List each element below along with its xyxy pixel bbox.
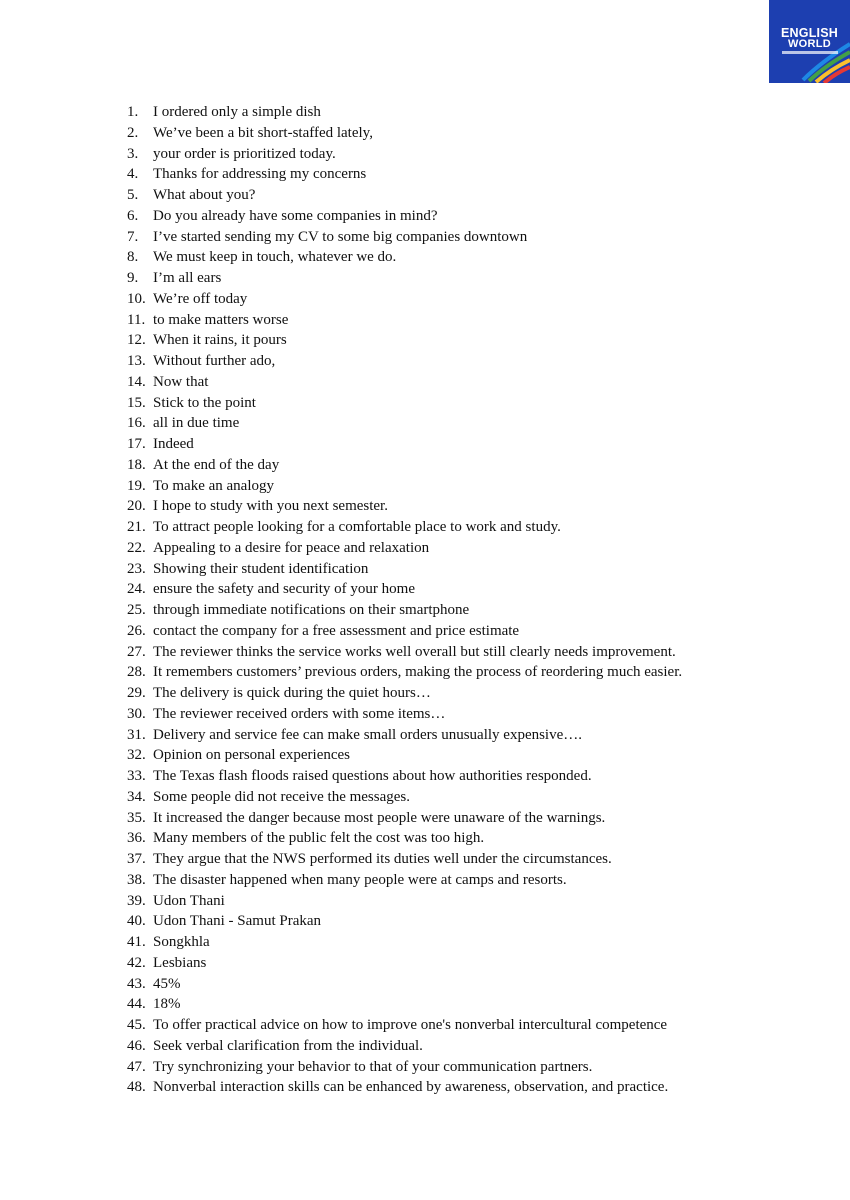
list-item [127, 102, 827, 123]
logo-text-line1: ENGLISH [781, 26, 838, 40]
list-item [127, 1015, 827, 1036]
list-item [127, 932, 827, 953]
item-text: The reviewer received orders with some items… [153, 705, 446, 722]
list-item [127, 579, 827, 600]
answer-list [127, 102, 827, 1098]
item-text: I hope to study with you next semester. [153, 498, 388, 515]
item-text: Udon Thani [153, 892, 225, 909]
item-number: 24. [127, 581, 146, 598]
item-text: I’m all ears [153, 270, 222, 286]
item-number: 1. [127, 104, 139, 120]
item-text: to make matters worse [153, 311, 289, 328]
list-item [127, 1077, 827, 1098]
item-number: 48. [127, 1079, 146, 1096]
item-number: 11. [127, 311, 146, 328]
item-text: through immediate notifications on their smartphone [153, 602, 470, 618]
item-number: 43. [127, 975, 146, 992]
item-number: 5. [127, 187, 139, 203]
list-item [127, 725, 827, 746]
list-item [127, 434, 827, 455]
list-item [127, 351, 827, 372]
item-number: 22. [127, 539, 146, 556]
english-world-logo [769, 0, 850, 83]
item-text: We’ve been a bit short-staffed lately, [153, 124, 373, 141]
list-item [127, 372, 827, 393]
item-text: We must keep in touch, whatever we do. [153, 249, 397, 266]
item-text: Appealing to a desire for peace and relaxation [153, 539, 430, 556]
list-item [127, 330, 827, 351]
item-text: Lesbians [153, 954, 207, 971]
list-item [127, 891, 827, 912]
list-item [127, 123, 827, 144]
item-number: 36. [127, 830, 146, 847]
list-item [127, 974, 827, 995]
item-number: 33. [127, 768, 146, 784]
item-text: We’re off today [153, 290, 248, 307]
list-item [127, 559, 827, 580]
item-number: 27. [127, 643, 146, 660]
item-text: all in due time [153, 415, 240, 432]
list-item [127, 683, 827, 704]
item-text: 18% [153, 996, 181, 1013]
list-item [127, 413, 827, 434]
item-number: 9. [127, 270, 139, 286]
list-item [127, 227, 827, 248]
item-number: 15. [127, 394, 146, 411]
item-text: The Texas flash floods raised questions about how authorities responded. [153, 768, 592, 784]
item-text: Showing their student identification [153, 560, 369, 577]
item-number: 18. [127, 456, 146, 473]
list-item [127, 538, 827, 559]
item-number: 14. [127, 373, 146, 390]
item-text: Udon Thani - Samut Prakan [153, 913, 322, 930]
list-item [127, 310, 827, 331]
item-number: 39. [127, 892, 146, 909]
item-number: 40. [127, 913, 146, 930]
item-text: contact the company for a free assessment and price estimate [153, 622, 520, 639]
list-item [127, 808, 827, 829]
list-item [127, 517, 827, 538]
item-number: 4. [127, 166, 139, 183]
item-text: Songkhla [153, 934, 210, 950]
list-item [127, 849, 827, 870]
list-item [127, 206, 827, 227]
item-number: 41. [127, 934, 146, 950]
list-item [127, 828, 827, 849]
item-text: To offer practical advice on how to improve one's nonverbal intercultural competence [153, 1017, 668, 1033]
item-number: 17. [127, 436, 146, 452]
list-item [127, 496, 827, 517]
list-item [127, 185, 827, 206]
list-item [127, 642, 827, 663]
item-text: Try synchronizing your behavior to that of your communication partners. [153, 1058, 593, 1075]
item-text: Without further ado, [153, 353, 276, 369]
item-text: Some people did not receive the messages. [153, 788, 411, 805]
list-item [127, 994, 827, 1015]
item-number: 25. [127, 602, 146, 618]
list-item [127, 745, 827, 766]
item-text: It remembers customers’ previous orders, making the process of reordering much easier. [153, 664, 683, 681]
list-item [127, 144, 827, 165]
item-number: 2. [127, 124, 139, 141]
item-text: Thanks for addressing my concerns [153, 166, 367, 183]
item-number: 19. [127, 477, 146, 494]
list-item [127, 455, 827, 476]
item-number: 38. [127, 871, 146, 888]
item-number: 31. [127, 726, 146, 743]
item-text: Stick to the point [153, 394, 256, 411]
item-text: Nonverbal interaction skills can be enhanced by awareness, observation, and practice. [153, 1079, 669, 1096]
item-number: 34. [127, 788, 146, 805]
list-item [127, 870, 827, 891]
item-text: The delivery is quick during the quiet hours… [153, 685, 431, 701]
list-item [127, 911, 827, 932]
item-number: 29. [127, 685, 146, 701]
logo-text-line2: WORLD [787, 38, 832, 50]
item-text: The disaster happened when many people were at camps and resorts. [153, 871, 567, 888]
item-text: What about you? [153, 187, 256, 203]
item-text: The reviewer thinks the service works well overall but still clearly needs improvement. [153, 643, 676, 660]
item-text: Now that [153, 373, 209, 390]
item-number: 32. [127, 747, 146, 764]
item-text: your order is prioritized today. [153, 145, 336, 162]
item-number: 37. [127, 851, 146, 867]
item-number: 12. [127, 332, 146, 349]
item-text: Many members of the public felt the cost was too high. [153, 830, 485, 847]
item-number: 7. [127, 228, 139, 245]
item-number: 23. [127, 560, 146, 577]
item-number: 45. [127, 1017, 146, 1033]
list-item [127, 476, 827, 497]
list-item [127, 289, 827, 310]
item-text: To make an analogy [153, 477, 274, 494]
item-text: Indeed [153, 436, 194, 452]
item-text: Opinion on personal experiences [153, 747, 351, 764]
list-item [127, 393, 827, 414]
item-number: 20. [127, 498, 146, 515]
list-item [127, 247, 827, 268]
item-number: 42. [127, 954, 146, 971]
list-item [127, 704, 827, 725]
list-item [127, 164, 827, 185]
item-number: 3. [127, 145, 139, 162]
item-text: They argue that the NWS performed its duties well under the circumstances. [153, 851, 612, 867]
item-text: I’ve started sending my CV to some big companies downtown [153, 228, 528, 245]
item-text: Delivery and service fee can make small orders unusually expensive…. [153, 726, 583, 743]
item-text: It increased the danger because most people were unaware of the warnings. [153, 809, 606, 826]
list-item [127, 1036, 827, 1057]
item-number: 30. [127, 705, 146, 722]
item-number: 44. [127, 996, 146, 1013]
item-text: To attract people looking for a comfortable place to work and study. [153, 519, 561, 535]
list-item [127, 268, 827, 289]
list-item [127, 1057, 827, 1078]
item-number: 28. [127, 664, 146, 681]
item-number: 6. [127, 207, 139, 224]
item-number: 21. [127, 519, 146, 535]
item-text: ensure the safety and security of your home [153, 581, 415, 598]
item-number: 46. [127, 1037, 146, 1054]
item-text: Seek verbal clarification from the individual. [153, 1037, 423, 1054]
item-number: 10. [127, 290, 146, 307]
item-number: 47. [127, 1058, 146, 1075]
item-text: When it rains, it pours [153, 332, 287, 349]
list-item [127, 953, 827, 974]
item-text: Do you already have some companies in mind? [153, 207, 438, 224]
item-number: 35. [127, 809, 146, 826]
item-number: 26. [127, 622, 146, 639]
list-item [127, 600, 827, 621]
list-item [127, 662, 827, 683]
item-text: At the end of the day [153, 456, 280, 473]
list-item [127, 766, 827, 787]
item-text: I ordered only a simple dish [153, 104, 321, 120]
item-number: 8. [127, 249, 139, 266]
list-item [127, 787, 827, 808]
item-number: 13. [127, 353, 146, 369]
item-text: 45% [153, 975, 181, 992]
list-item [127, 621, 827, 642]
item-number: 16. [127, 415, 146, 432]
